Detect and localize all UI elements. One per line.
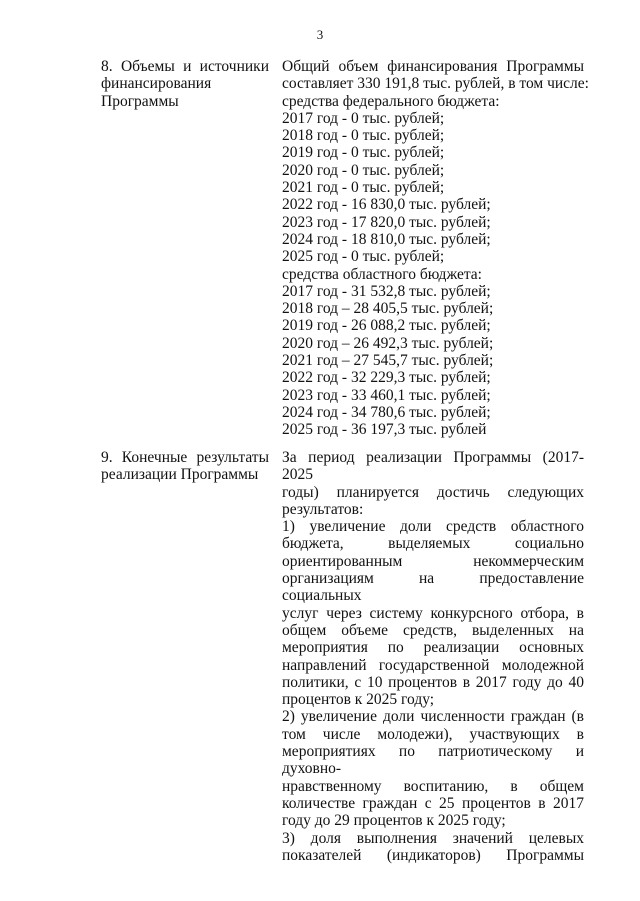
value-line: 1) увеличение доли средств областного — [282, 518, 584, 536]
page-number: 3 — [316, 27, 324, 42]
value-line: 2019 год - 26 088,2 тыс. рублей; — [282, 317, 491, 335]
value-line: нравственному воспитанию, в общем — [282, 777, 584, 795]
value-line: 3) доля выполнения значений целевых — [282, 829, 584, 847]
section-8-values — [282, 58, 589, 439]
section-8-label — [101, 58, 269, 110]
value-line: году до 29 процентов к 2025 году; — [282, 812, 506, 830]
value-line: 2017 год - 31 532,8 тыс. рублей; — [282, 282, 491, 300]
value-line: 2021 год - 0 тыс. рублей; — [282, 179, 445, 197]
value-line: 2018 год - 0 тыс. рублей; — [282, 127, 445, 145]
value-line: 2025 год - 36 197,3 тыс. рублей — [282, 421, 487, 439]
value-line: общем объеме средств, выделенных на — [282, 621, 584, 639]
label-line: Программы — [101, 92, 179, 110]
value-line: показателей (индикаторов) Программы — [282, 846, 584, 864]
value-line: 2022 год - 32 229,3 тыс. рублей; — [282, 369, 491, 387]
section-9-values — [282, 449, 584, 864]
value-line: услуг через систему конкурсного отбора, в — [282, 604, 584, 622]
value-line: 2021 год – 27 545,7 тыс. рублей; — [282, 352, 494, 370]
label-line: 9. Конечные результаты — [101, 449, 269, 466]
value-line: том числе молодежи), участвующих в — [282, 725, 584, 743]
value-line: мероприятиях по патриотическому и духовно- — [282, 743, 584, 778]
value-line: ориентированным некоммерческим — [282, 552, 584, 570]
value-line: 2023 год - 17 820,0 тыс. рублей; — [282, 213, 491, 231]
section-9-label — [101, 449, 269, 484]
value-line: 2025 год - 0 тыс. рублей; — [282, 248, 445, 266]
label-line: финансирования — [101, 75, 212, 93]
value-line: организациям на предоставление социальных — [282, 570, 584, 605]
value-line: результатов: — [282, 500, 364, 518]
value-line: 2018 год – 28 405,5 тыс. рублей; — [282, 300, 494, 318]
value-line: средства федерального бюджета: — [282, 92, 500, 110]
label-line: реализации Программы — [101, 466, 259, 484]
value-line: 2020 год – 26 492,3 тыс. рублей; — [282, 334, 494, 352]
label-line: 8. Объемы и источники — [101, 58, 269, 75]
value-line: бюджета, выделяемых социально — [282, 535, 584, 553]
value-line: 2024 год - 34 780,6 тыс. рублей; — [282, 403, 491, 421]
value-line: количестве граждан с 25 процентов в 2017 — [282, 794, 584, 812]
value-line: 2017 год - 0 тыс. рублей; — [282, 109, 445, 127]
value-line: средства областного бюджета: — [282, 265, 482, 283]
value-line: мероприятия по реализации основных — [282, 639, 584, 657]
value-line: 2) увеличение доли численности граждан (в — [282, 708, 584, 726]
value-line: 2020 год - 0 тыс. рублей; — [282, 161, 445, 179]
value-line: процентов к 2025 году; — [282, 691, 435, 709]
value-line: 2022 год - 16 830,0 тыс. рублей; — [282, 196, 491, 214]
value-line: годы) планируется достичь следующих — [282, 483, 584, 501]
value-line: За период реализации Программы (2017-2025 — [282, 449, 584, 484]
value-line: 2024 год - 18 810,0 тыс. рублей; — [282, 230, 491, 248]
value-line: политики, с 10 процентов в 2017 году до 40 — [282, 673, 584, 691]
value-line: составляет 330 191,8 тыс. рублей, в том числе: — [282, 75, 589, 93]
value-line: 2019 год - 0 тыс. рублей; — [282, 144, 445, 162]
value-line: Общий объем финансирования Программы — [282, 58, 584, 75]
value-line: 2023 год - 33 460,1 тыс. рублей; — [282, 386, 491, 404]
value-line: направлений государственной молодежной — [282, 656, 584, 674]
